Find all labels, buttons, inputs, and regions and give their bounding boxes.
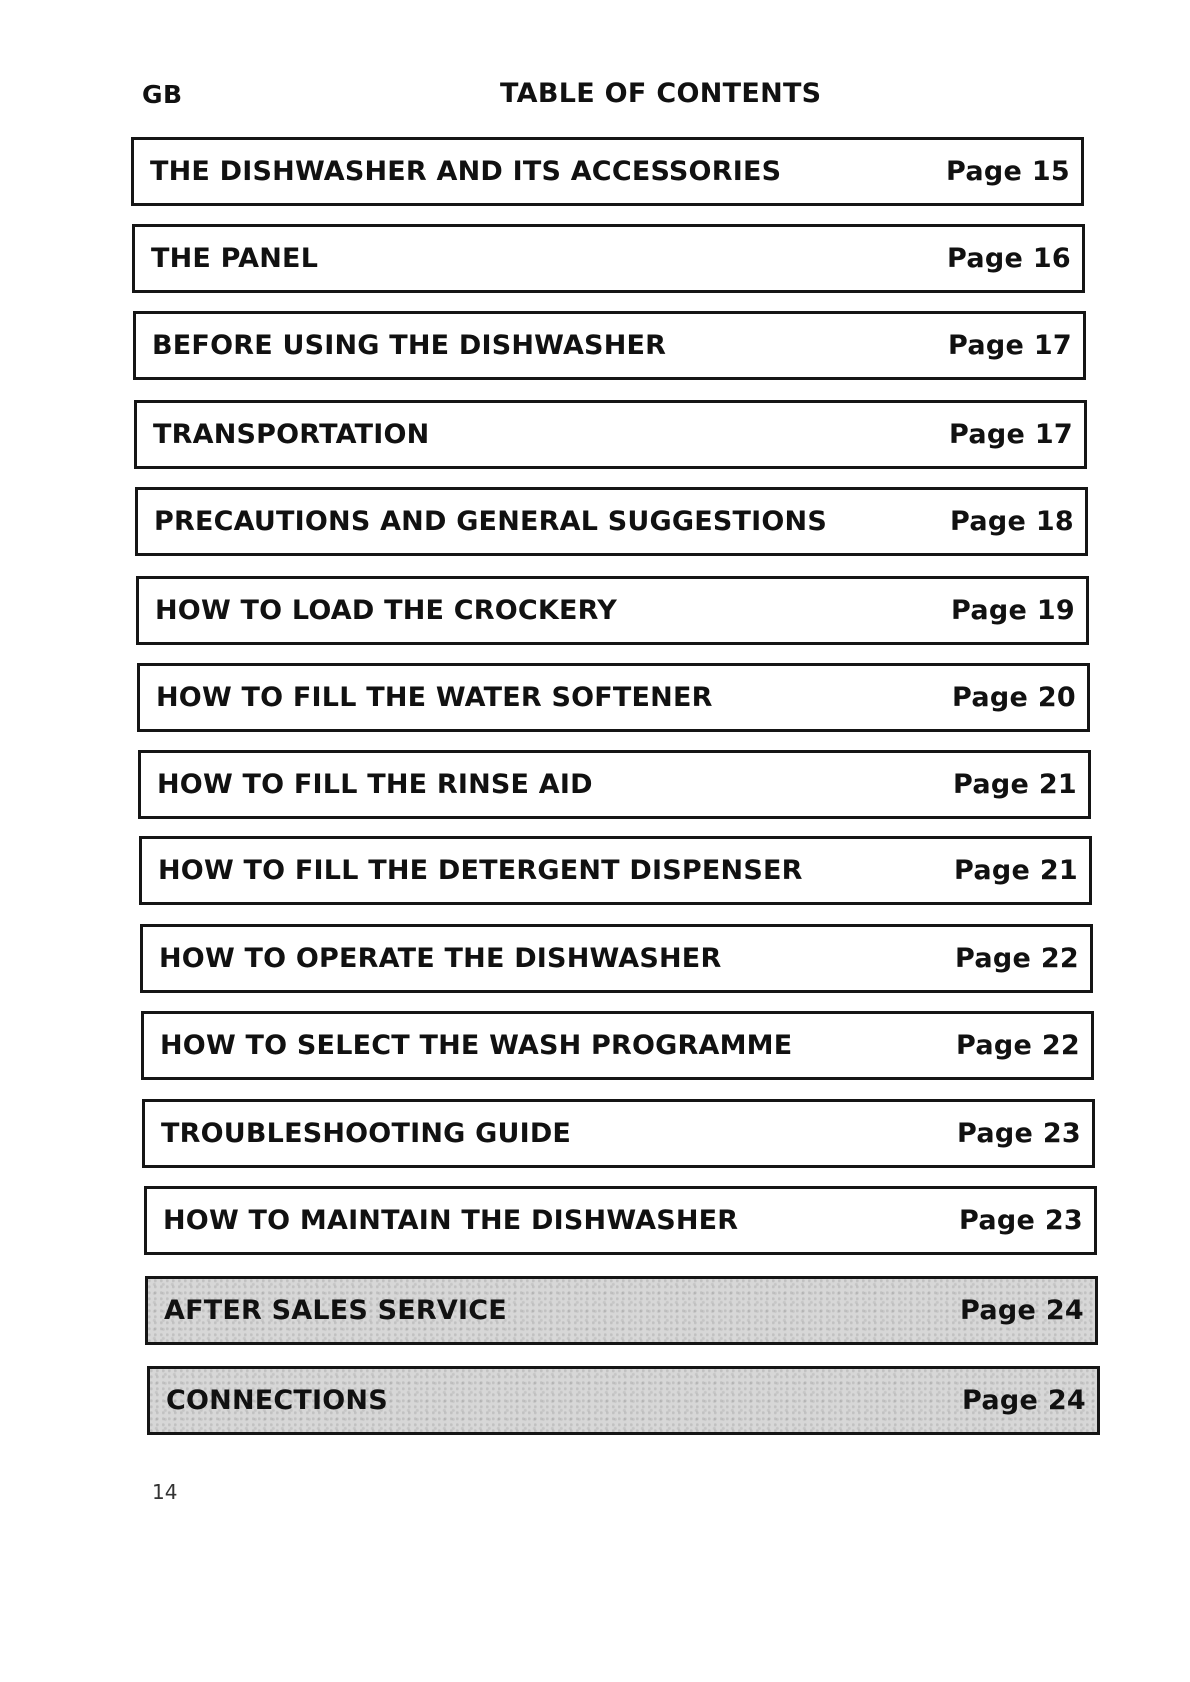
toc-entry[interactable] xyxy=(132,224,1085,293)
toc-entry-title: TROUBLESHOOTING GUIDE xyxy=(161,1118,572,1149)
toc-entry-page: Page 22 xyxy=(955,943,1079,974)
toc-entry[interactable] xyxy=(139,836,1092,905)
toc-entry-page: Page 19 xyxy=(951,595,1075,626)
toc-entry-title: BEFORE USING THE DISHWASHER xyxy=(152,330,667,361)
toc-entry-page: Page 15 xyxy=(946,156,1070,187)
toc-entry-page: Page 18 xyxy=(950,506,1074,537)
toc-entry-page: Page 17 xyxy=(949,419,1073,450)
toc-entry-highlighted[interactable] xyxy=(145,1276,1098,1345)
toc-entry-title: HOW TO FILL THE DETERGENT DISPENSER xyxy=(158,855,803,886)
toc-entry[interactable] xyxy=(131,137,1084,206)
toc-entry[interactable] xyxy=(137,663,1090,732)
toc-entry[interactable] xyxy=(133,311,1086,380)
toc-entry-title: THE DISHWASHER AND ITS ACCESSORIES xyxy=(150,156,782,187)
toc-entry-title: CONNECTIONS xyxy=(166,1385,388,1416)
toc-entry-page: Page 24 xyxy=(962,1385,1086,1416)
toc-entry-title: HOW TO OPERATE THE DISHWASHER xyxy=(159,943,722,974)
toc-entry-title: THE PANEL xyxy=(151,243,319,274)
toc-entry-page: Page 16 xyxy=(947,243,1071,274)
toc-entry-title: HOW TO FILL THE RINSE AID xyxy=(157,769,593,800)
toc-entry-title: HOW TO FILL THE WATER SOFTENER xyxy=(156,682,713,713)
toc-entry-page: Page 22 xyxy=(956,1030,1080,1061)
toc-entry-page: Page 24 xyxy=(960,1295,1084,1326)
toc-entry-highlighted[interactable] xyxy=(147,1366,1100,1435)
toc-entry-title: PRECAUTIONS AND GENERAL SUGGESTIONS xyxy=(154,506,827,537)
page-title: TABLE OF CONTENTS xyxy=(500,78,822,109)
language-code: GB xyxy=(142,80,183,109)
toc-entry[interactable] xyxy=(134,400,1087,469)
toc-entry[interactable] xyxy=(140,924,1093,993)
toc-entry-page: Page 21 xyxy=(953,769,1077,800)
toc-entry[interactable] xyxy=(135,487,1088,556)
toc-entry-title: HOW TO SELECT THE WASH PROGRAMME xyxy=(160,1030,793,1061)
toc-entry-title: AFTER SALES SERVICE xyxy=(164,1295,507,1326)
toc-entry-page: Page 21 xyxy=(954,855,1078,886)
toc-entry-page: Page 23 xyxy=(957,1118,1081,1149)
toc-entry-title: HOW TO MAINTAIN THE DISHWASHER xyxy=(163,1205,739,1236)
toc-entry-page: Page 20 xyxy=(952,682,1076,713)
toc-entry-title: TRANSPORTATION xyxy=(153,419,430,450)
page-number: 14 xyxy=(152,1480,178,1504)
toc-entry[interactable] xyxy=(136,576,1089,645)
toc-entry-page: Page 17 xyxy=(948,330,1072,361)
toc-entry-page: Page 23 xyxy=(959,1205,1083,1236)
toc-entry-title: HOW TO LOAD THE CROCKERY xyxy=(155,595,617,626)
toc-entry[interactable] xyxy=(138,750,1091,819)
toc-entry[interactable] xyxy=(142,1099,1095,1168)
toc-entry[interactable] xyxy=(144,1186,1097,1255)
toc-entry[interactable] xyxy=(141,1011,1094,1080)
